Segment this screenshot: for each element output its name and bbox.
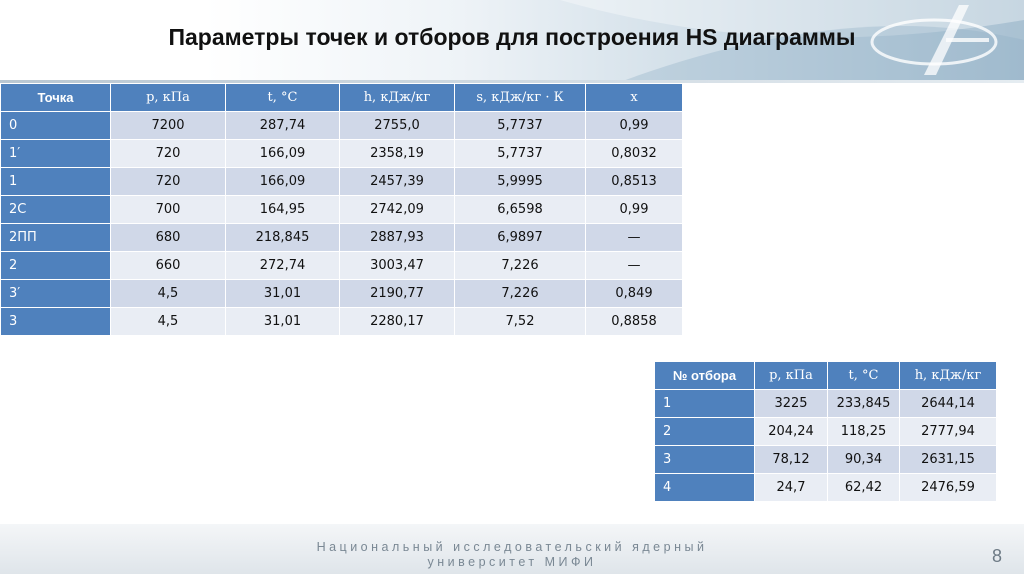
table-cell: 0,99 [586, 112, 682, 139]
column-header-enthalpy: h, кДж/кг [340, 84, 454, 111]
table-cell: 0,8513 [586, 168, 682, 195]
table-cell: 4,5 [111, 280, 225, 307]
table-cell: 272,74 [226, 252, 339, 279]
table-cell: 1 [1, 168, 110, 195]
table-row [655, 446, 996, 473]
table-cell: 0,8032 [586, 140, 682, 167]
column-header-dryness: x [586, 84, 682, 111]
table-cell: 7,226 [455, 280, 585, 307]
table-row [1, 112, 682, 139]
table-row [1, 224, 682, 251]
column-header-entropy: s, кДж/кг · К [455, 84, 585, 111]
table-cell: 287,74 [226, 112, 339, 139]
table-cell: 204,24 [755, 418, 827, 445]
table-cell: 680 [111, 224, 225, 251]
slide-title: Параметры точек и отборов для построения HS диаграммы [168, 24, 856, 50]
table-cell: 62,42 [828, 474, 899, 501]
table-cell: 0 [1, 112, 110, 139]
table-cell: 78,12 [755, 446, 827, 473]
points-table [0, 83, 683, 336]
column-header-enthalpy: h, кДж/кг [900, 362, 996, 389]
table-cell: 0,849 [586, 280, 682, 307]
table-cell: 4,5 [111, 308, 225, 335]
table-row [655, 474, 996, 501]
column-header-point: Точка [1, 84, 110, 111]
table-cell: 2358,19 [340, 140, 454, 167]
table-cell: 720 [111, 140, 225, 167]
table-cell: 2ПП [1, 224, 110, 251]
table-cell: 2190,77 [340, 280, 454, 307]
table-cell: 2457,39 [340, 168, 454, 195]
table-row [1, 140, 682, 167]
table-cell: 1 [655, 390, 754, 417]
table-cell: 24,7 [755, 474, 827, 501]
table-cell: 3003,47 [340, 252, 454, 279]
table-cell: 700 [111, 196, 225, 223]
page-number: 8 [991, 546, 1002, 566]
table-cell: 90,34 [828, 446, 899, 473]
table-cell: 2280,17 [340, 308, 454, 335]
column-header-pressure: p, кПа [755, 362, 827, 389]
table-cell: 2742,09 [340, 196, 454, 223]
table-cell: — [586, 252, 682, 279]
table-cell: 233,845 [828, 390, 899, 417]
table-cell: 3 [1, 308, 110, 335]
table-cell: 218,845 [226, 224, 339, 251]
column-header-temperature: t, °C [828, 362, 899, 389]
table-row [1, 280, 682, 307]
table-cell: 5,7737 [455, 140, 585, 167]
column-header-extraction-number: № отбора [655, 362, 754, 389]
table-row [1, 252, 682, 279]
table-cell: 660 [111, 252, 225, 279]
table-row [1, 308, 682, 335]
table-cell: 164,95 [226, 196, 339, 223]
table-cell: 7200 [111, 112, 225, 139]
table-cell: 166,09 [226, 168, 339, 195]
column-header-pressure: p, кПа [111, 84, 225, 111]
table-row [1, 196, 682, 223]
table-cell: 2755,0 [340, 112, 454, 139]
table-cell: 6,6598 [455, 196, 585, 223]
points-table-header-row [1, 84, 682, 111]
table-cell: 2476,59 [900, 474, 996, 501]
table-cell: 2С [1, 196, 110, 223]
table-cell: 0,99 [586, 196, 682, 223]
table-cell: 31,01 [226, 280, 339, 307]
table-cell: 6,9897 [455, 224, 585, 251]
table-row [1, 168, 682, 195]
table-cell: 2777,94 [900, 418, 996, 445]
table-cell: 3225 [755, 390, 827, 417]
table-cell: 2631,15 [900, 446, 996, 473]
table-row [655, 390, 996, 417]
table-cell: 1′ [1, 140, 110, 167]
table-cell: — [586, 224, 682, 251]
table-cell: 7,52 [455, 308, 585, 335]
table-cell: 31,01 [226, 308, 339, 335]
table-cell: 4 [655, 474, 754, 501]
table-cell: 7,226 [455, 252, 585, 279]
table-cell: 166,09 [226, 140, 339, 167]
table-cell: 5,7737 [455, 112, 585, 139]
table-cell: 720 [111, 168, 225, 195]
footer-line-1: Национальный исследовательский ядерный [316, 540, 708, 554]
footer-university-name [0, 540, 1024, 570]
table-cell: 3′ [1, 280, 110, 307]
footer-line-2: университет МИФИ [427, 555, 597, 569]
table-cell: 118,25 [828, 418, 899, 445]
table-row [655, 418, 996, 445]
table-cell: 2 [655, 418, 754, 445]
table-cell: 2 [1, 252, 110, 279]
table-cell: 3 [655, 446, 754, 473]
extractions-table [654, 361, 997, 502]
table-cell: 2887,93 [340, 224, 454, 251]
table-cell: 5,9995 [455, 168, 585, 195]
table-cell: 0,8858 [586, 308, 682, 335]
column-header-temperature: t, °C [226, 84, 339, 111]
table-cell: 2644,14 [900, 390, 996, 417]
extractions-table-header-row [655, 362, 996, 389]
